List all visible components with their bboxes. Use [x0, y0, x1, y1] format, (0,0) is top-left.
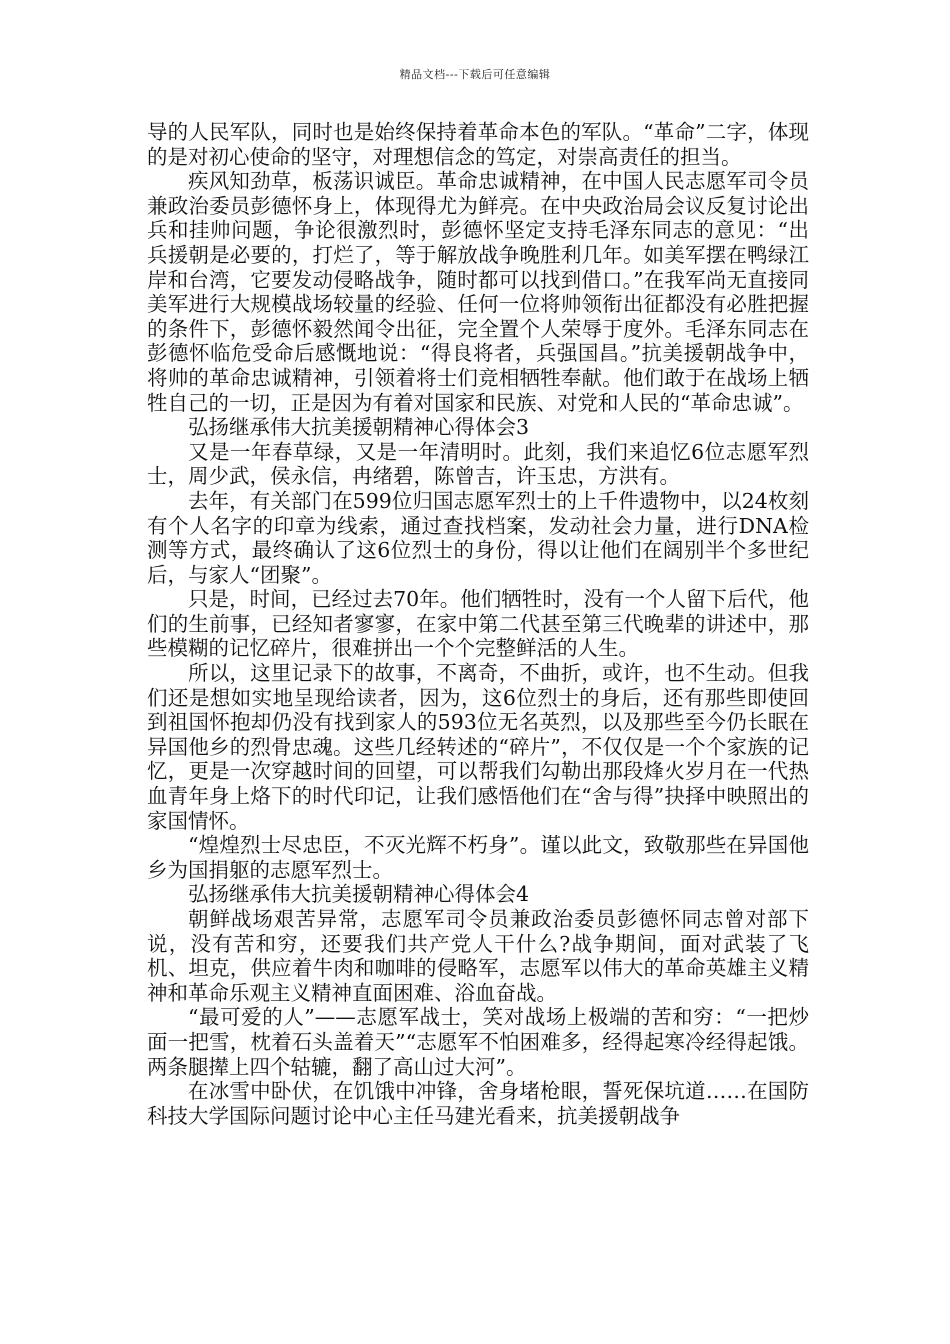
- paragraph: 去年，有关部门在599位归国志愿军烈士的上千件遗物中，以24枚刻有个人名字的印章为线索，通过查找档案，发动社会力量，进行DNA检测等方式，最终确认了这6位烈士的身份，得以让他们在阔别半个多世纪后，与家人“团聚”。: [147, 488, 809, 587]
- paragraph: 朝鲜战场艰苦异常，志愿军司令员兼政治委员彭德怀同志曾对部下说，没有苦和穷，还要我们共产党人干什么?战争期间，面对武装了飞机、坦克，供应着牛肉和咖啡的侵略军，志愿军以伟大的革命英雄主义精神和革命乐观主义精神直面困难、浴血奋战。: [147, 907, 809, 1005]
- paragraph: 在冰雪中卧伏，在饥饿中冲锋，舍身堵枪眼，誓死保坑道……在国防科技大学国际问题讨论中心主任马建光看来，抗美援朝战争: [147, 1079, 809, 1128]
- paragraph: 又是一年春草绿，又是一年清明时。此刻，我们来追忆6位志愿军烈士，周少武，侯永信，冉绪碧，陈曾吉，许玉忠，方洪有。: [147, 439, 809, 489]
- page-header: 精品文档---下载后可任意编辑: [399, 68, 551, 81]
- paragraph: “煌煌烈士尽忠臣，不灭光辉不朽身”。谨以此文，致敬那些在异国他乡为国捐躯的志愿军烈士。: [147, 833, 809, 882]
- section-heading: 弘扬继承伟大抗美援朝精神心得体会4: [188, 882, 530, 907]
- paragraph: “最可爱的人”——志愿军战士，笑对战场上极端的苦和穷：“一把炒面一把雪，枕着石头盖着天”“志愿军不怕困难多，经得起寒冷经得起饿。两条腿撵上四个轱辘，翻了高山过大河”。: [147, 1005, 809, 1079]
- paragraph-continuation: 导的人民军队，同时也是始终保持着革命本色的军队。“革命”二字，体现的是对初心使命的坚守，对理想信念的笃定，对崇高责任的担当。: [147, 120, 809, 169]
- paragraph: 疾风知劲草，板荡识诚臣。革命忠诚精神，在中国人民志愿军司令员兼政治委员彭德怀身上，体现得尤为鲜亮。在中央政治局会议反复讨论出兵和挂帅问题，争论很激烈时，彭德怀坚定支持毛泽东同志的意见：“出兵援朝是必要的，打烂了，等于解放战争晚胜利几年。如美军摆在鸭绿江岸和台湾，它要发动侵略战争，随时都可以找到借口。”在我军尚无直接同美军进行大规模战场较量的经验、任何一位将帅领衔出征都没有必胜把握的条件下，彭德怀毅然闻令出征，完全置个人荣辱于度外。毛泽东同志在彭德怀临危受命后感慨地说：“得良将者，兵强国昌。”抗美援朝战争中，将帅的革命忠诚精神，引领着将士们竞相牺牲奉献。他们敢于在战场上牺牲自己的一切，正是因为有着对国家和民族、对党和人民的“革命忠诚”。: [147, 169, 809, 415]
- document-body: [147, 120, 809, 1128]
- section-heading: 弘扬继承伟大抗美援朝精神心得体会3: [188, 415, 530, 440]
- paragraph: 只是，时间，已经过去70年。他们牺牲时，没有一个人留下后代，他们的生前事，已经知者寥寥，在家中第二代甚至第三代晚辈的讲述中，那些模糊的记忆碎片，很难拼出一个个完整鲜活的人生。: [147, 587, 809, 661]
- paragraph: 所以，这里记录下的故事，不离奇，不曲折，或许，也不生动。但我们还是想如实地呈现给读者，因为，这6位烈士的身后，还有那些即使回到祖国怀抱却仍没有找到家人的593位无名英烈，以及那些至今仍长眠在异国他乡的烈骨忠魂。这些几经转述的“碎片”，不仅仅是一个个家族的记忆，更是一次穿越时间的回望，可以帮我们勾勒出那段烽火岁月在一代热血青年身上烙下的时代印记，让我们感悟他们在“舍与得”抉择中映照出的家国情怀。: [147, 661, 809, 833]
